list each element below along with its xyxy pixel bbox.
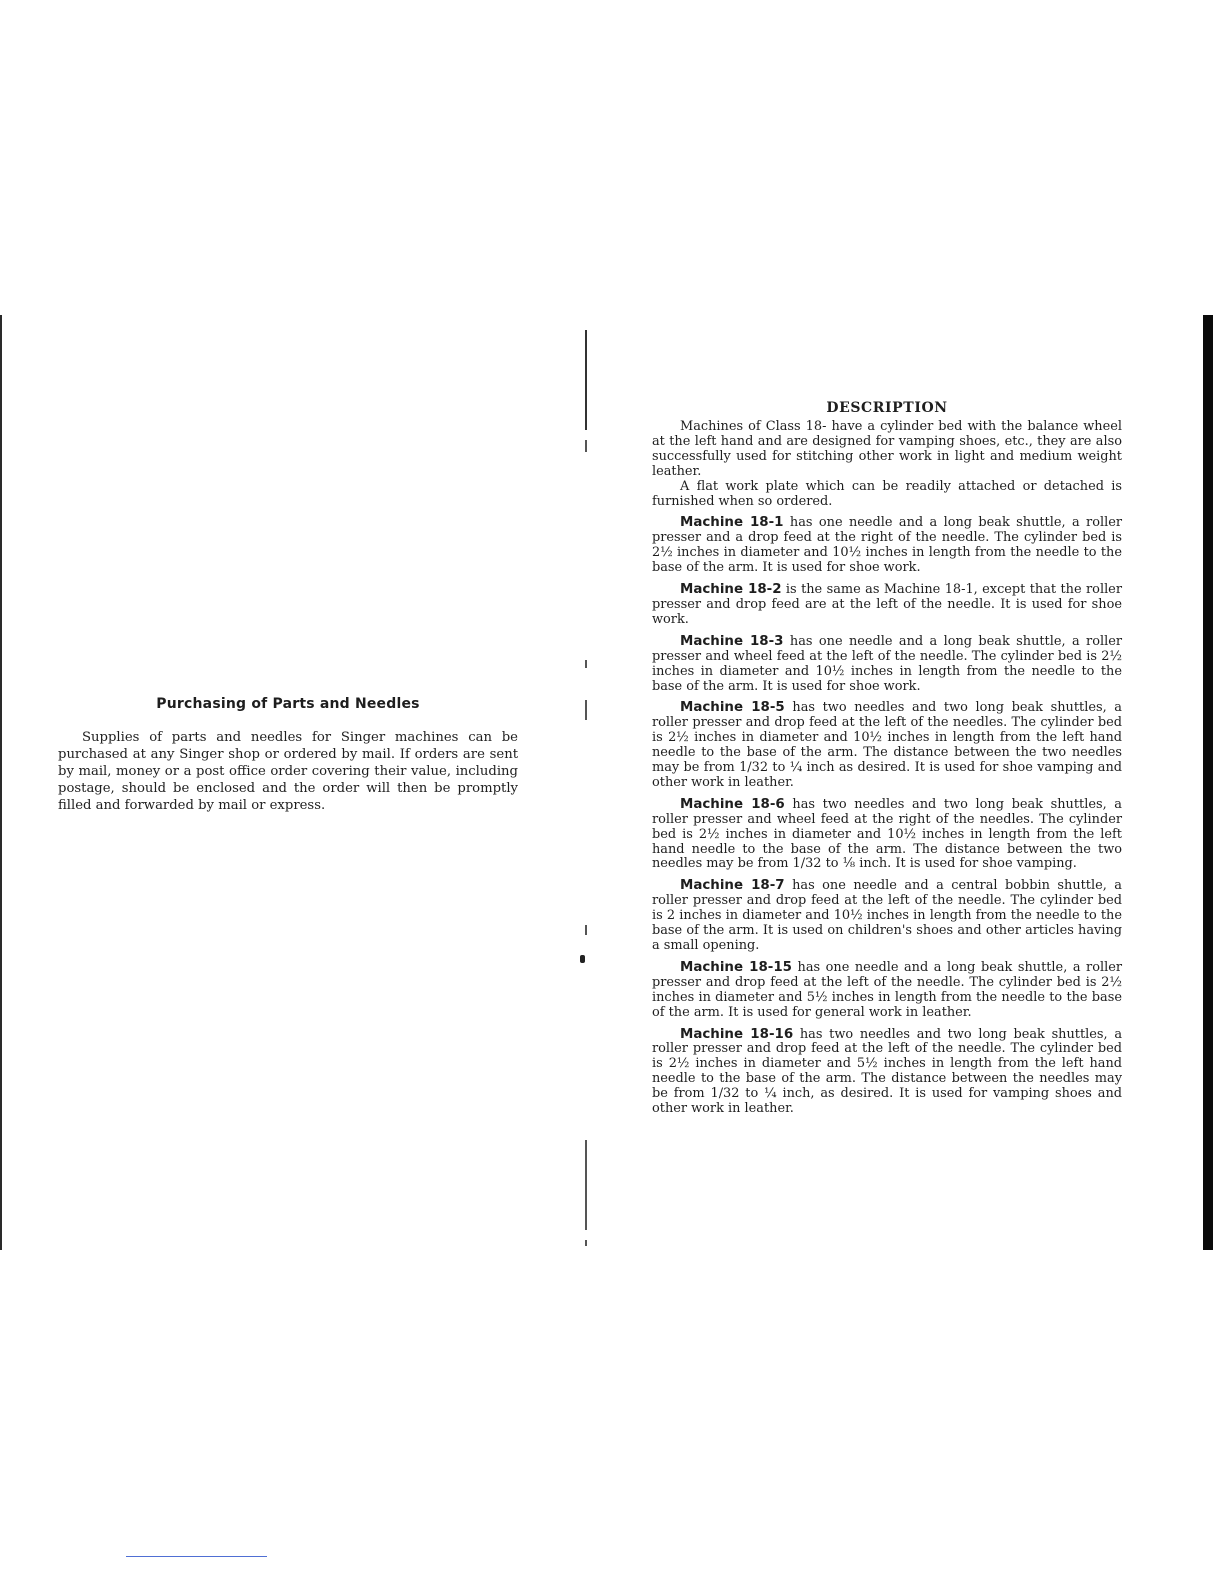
machine-text: has two needles and two long beak shuttles, a roller presser and wheel feed at the right of the needles. The cylinder bed is 2½ inches in diameter and 10½ inches in length from the left hand needle to the base of the arm. The distance between the two needles may be from 1/32 to ⅛ inch. It is used for shoe vamping. [652,796,1122,872]
right-page [652,400,1122,1117]
machine-text: has one needle and a long beak shuttle, a roller presser and a drop feed at the right of the needle. The cylinder bed is 2½ inches in diameter and 10½ inches in length from the needle to the base of the arm. It is used for shoe work. [652,515,1122,576]
description-heading: DESCRIPTION [826,400,948,416]
machine-name: Machine 18-7 [680,878,785,894]
machine-name: Machine 18-2 [680,582,782,598]
fold-mark [585,1240,587,1246]
machine-paragraph [652,701,1122,790]
intro-paragraph: Machines of Class 18- have a cylinder bed with the balance wheel at the left hand and are designed for vamping shoes, etc., they are also successfully used for stitching other work in light and medium weight leather. [652,419,1122,479]
machine-paragraph [652,516,1122,576]
machine-name: Machine 18-1 [680,515,784,531]
machine-name: Machine 18-6 [680,796,785,812]
machine-name: Machine 18-16 [680,1026,794,1042]
fold-mark [585,440,587,452]
fold-mark [585,1140,587,1230]
left-page-edge [0,315,2,1250]
machine-text: has one needle and a long beak shuttle, a roller presser and drop feed at the left of the needle. The cylinder bed is 2½ inches in diameter and 5½ inches in length from the needle to the base of the arm. It is used for general work in leather. [652,959,1122,1020]
machine-text: has two needles and two long beak shuttles, a roller presser and drop feed at the left of the needle. The cylinder bed is 2½ inches in diameter and 5½ inches in length from the left hand needle to the base of the arm. The distance between the needles may be from 1/32 to ¼ inch, as desired. It is used for vamping shoes and other work in leather. [652,1026,1123,1117]
center-fold-line [585,330,587,430]
machine-name: Machine 18-3 [680,633,784,649]
machine-text: has one needle and a long beak shuttle, a roller presser and wheel feed at the left of the needle. The cylinder bed is 2½ inches in diameter and 10½ inches in length from the needle to the base of the arm. It is used for shoe work. [652,633,1122,694]
machine-paragraph [652,798,1122,873]
machine-paragraph [652,583,1122,628]
left-page [58,696,518,814]
machine-paragraph [652,1028,1122,1117]
right-page-edge [1203,315,1213,1250]
machine-paragraph [652,961,1122,1021]
machine-paragraph [652,635,1122,695]
machine-name: Machine 18-5 [680,700,785,716]
footer-rule [126,1556,267,1557]
intro-paragraph: A flat work plate which can be readily attached or detached is furnished when so ordered. [652,478,1122,509]
purchasing-paragraph: Supplies of parts and needles for Singer machines can be purchased at any Singer shop or ordered by mail. If orders are sent by mail, money or a post office order covering their value, including postage, should be enclosed and the order will then be promptly filled and forwarded by mail or express. [58,730,518,813]
machine-text: is the same as Machine 18-1, except that the roller presser and drop feed are at the left of the needle. It is used for shoe work. [652,582,1122,627]
machine-paragraph [652,879,1122,954]
machine-text: has one needle and a central bobbin shuttle, a roller presser and drop feed at the left of the needle. The cylinder bed is 2 inches in diameter and 10½ inches in length from the needle to the base of the arm. It is used on children's shoes and other articles having a small opening. [652,878,1122,953]
machine-text: has two needles and two long beak shuttles, a roller presser and drop feed at the left of the needles. The cylinder bed is 2½ inches in diameter and 10½ inches in length from the left hand needle to the base of the arm. The distance between the two needles may be from 1/32 to ¼ inch as desired. It is used for shoe vamping and other work in leather. [652,700,1122,790]
fold-mark [585,925,587,935]
fold-dot [580,955,585,963]
machine-name: Machine 18-15 [680,959,792,975]
purchasing-heading: Purchasing of Parts and Needles [156,696,420,712]
fold-mark [585,660,587,668]
fold-mark [585,700,587,720]
